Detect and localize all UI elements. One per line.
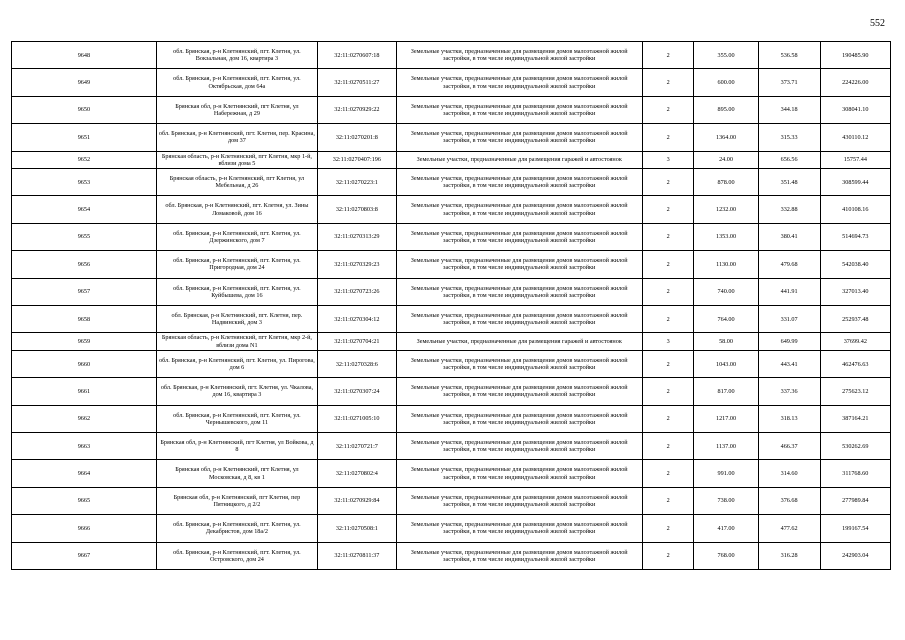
cadastral-number-cell: 32:11:0270929:22: [318, 96, 397, 123]
cadastral-value-cell: 37699.42: [820, 333, 890, 351]
cadastral-value-cell: 308041.10: [820, 96, 890, 123]
area-cell: 895.00: [694, 96, 758, 123]
address-cell: обл. Брянская, р-н Клетнянский, пгт. Клетня, ул. Декабристов, дом 18а/2: [156, 515, 317, 542]
group-cell: 2: [642, 405, 694, 432]
row-number: 9657: [12, 278, 157, 305]
cadastral-number-cell: 32:11:0270607:18: [318, 42, 397, 69]
row-number: 9649: [12, 69, 157, 96]
row-number: 9667: [12, 542, 157, 569]
area-cell: 600.00: [694, 69, 758, 96]
cadastral-value-cell: 308599.44: [820, 169, 890, 196]
row-number: 9650: [12, 96, 157, 123]
group-cell: 2: [642, 196, 694, 223]
cadastral-value-cell: 277989.84: [820, 487, 890, 514]
cadastral-number-cell: 32:11:0270721:7: [318, 433, 397, 460]
table-row: [12, 96, 891, 123]
land-use-cell: Земельные участки, предназначенные для размещения домов малоэтажной жилой застройки, в том числе индивидуальной жилой застройки: [396, 278, 642, 305]
cadastral-number-cell: 32:11:0270511:27: [318, 69, 397, 96]
cadastral-number-cell: 32:11:0271005:10: [318, 405, 397, 432]
table-row: [12, 542, 891, 569]
address-cell: обл. Брянская, р-н Клетнянский, пгт. Клетня, ул. Куйбышева, дом 16: [156, 278, 317, 305]
table-row: [12, 460, 891, 487]
specific-value-cell: 337.36: [758, 378, 820, 405]
row-number: 9655: [12, 223, 157, 250]
address-cell: Брянская обл, р-н Клетнянский, пгт Клетня, ул Набережная, д 29: [156, 96, 317, 123]
group-cell: 2: [642, 515, 694, 542]
specific-value-cell: 649.99: [758, 333, 820, 351]
table-row: [12, 42, 891, 69]
cadastral-value-cell: 514694.73: [820, 223, 890, 250]
group-cell: 2: [642, 42, 694, 69]
cadastral-number-cell: 32:11:0270328:6: [318, 350, 397, 377]
page-number: 552: [870, 18, 885, 29]
table-row: [12, 306, 891, 333]
row-number: 9665: [12, 487, 157, 514]
specific-value-cell: 315.33: [758, 124, 820, 151]
group-cell: 2: [642, 306, 694, 333]
cadastral-registry-table: [11, 41, 891, 570]
address-cell: обл. Брянская, р-н Клетнянский, пгт. Клетня, ул. Зины Ломаковой, дом 16: [156, 196, 317, 223]
land-use-cell: Земельные участки, предназначенные для размещения домов малоэтажной жилой застройки, в том числе индивидуальной жилой застройки: [396, 378, 642, 405]
cadastral-number-cell: 32:11:0270313:29: [318, 223, 397, 250]
group-cell: 2: [642, 251, 694, 278]
cadastral-value-cell: 190485.90: [820, 42, 890, 69]
area-cell: 1232.00: [694, 196, 758, 223]
area-cell: 740.00: [694, 278, 758, 305]
address-cell: обл. Брянская, р-н Клетнянский, пгт. Клетня, ул. Вокзальная, дом 16, квартира 3: [156, 42, 317, 69]
table-row: [12, 169, 891, 196]
group-cell: 2: [642, 69, 694, 96]
area-cell: 1364.00: [694, 124, 758, 151]
land-use-cell: Земельные участки, предназначенные для размещения домов малоэтажной жилой застройки, в том числе индивидуальной жилой застройки: [396, 169, 642, 196]
cadastral-value-cell: 462476.63: [820, 350, 890, 377]
table-row: [12, 223, 891, 250]
specific-value-cell: 477.62: [758, 515, 820, 542]
group-cell: 2: [642, 542, 694, 569]
address-cell: обл. Брянская, р-н Клетнянский, пгт. Клетня, пер. Надвинский, дом 3: [156, 306, 317, 333]
table-row: [12, 515, 891, 542]
cadastral-value-cell: 252937.48: [820, 306, 890, 333]
row-number: 9653: [12, 169, 157, 196]
row-number: 9663: [12, 433, 157, 460]
table-row: [12, 124, 891, 151]
cadastral-value-cell: 387164.21: [820, 405, 890, 432]
table-row: [12, 487, 891, 514]
area-cell: 878.00: [694, 169, 758, 196]
cadastral-value-cell: 311768.60: [820, 460, 890, 487]
address-cell: обл. Брянская, р-н Клетнянский, пгт. Клетня, ул. Чернышевского, дом 11: [156, 405, 317, 432]
cadastral-number-cell: 32:11:0270508:1: [318, 515, 397, 542]
group-cell: 2: [642, 124, 694, 151]
cadastral-number-cell: 32:11:0270704:21: [318, 333, 397, 351]
area-cell: 738.00: [694, 487, 758, 514]
cadastral-value-cell: 530262.69: [820, 433, 890, 460]
specific-value-cell: 376.68: [758, 487, 820, 514]
table-row: [12, 333, 891, 351]
cadastral-value-cell: 410108.16: [820, 196, 890, 223]
specific-value-cell: 318.13: [758, 405, 820, 432]
land-use-cell: Земельные участки, предназначенные для размещения домов малоэтажной жилой застройки, в том числе индивидуальной жилой застройки: [396, 515, 642, 542]
land-use-cell: Земельные участки, предназначенные для размещения домов малоэтажной жилой застройки, в том числе индивидуальной жилой застройки: [396, 306, 642, 333]
specific-value-cell: 351.48: [758, 169, 820, 196]
table-row: [12, 251, 891, 278]
specific-value-cell: 344.18: [758, 96, 820, 123]
cadastral-value-cell: 242903.04: [820, 542, 890, 569]
land-use-cell: Земельные участки, предназначенные для размещения домов малоэтажной жилой застройки, в том числе индивидуальной жилой застройки: [396, 251, 642, 278]
address-cell: обл. Брянская, р-н Клетнянский, пгт. Клетня, ул. Островского, дом 24: [156, 542, 317, 569]
specific-value-cell: 466.37: [758, 433, 820, 460]
group-cell: 2: [642, 433, 694, 460]
land-use-cell: Земельные участки, предназначенные для размещения домов малоэтажной жилой застройки, в том числе индивидуальной жилой застройки: [396, 350, 642, 377]
group-cell: 2: [642, 169, 694, 196]
cadastral-number-cell: 32:11:0270723:26: [318, 278, 397, 305]
area-cell: 1353.00: [694, 223, 758, 250]
row-number: 9656: [12, 251, 157, 278]
group-cell: 2: [642, 223, 694, 250]
area-cell: 1217.00: [694, 405, 758, 432]
land-use-cell: Земельные участки, предназначенные для размещения домов малоэтажной жилой застройки, в том числе индивидуальной жилой застройки: [396, 405, 642, 432]
cadastral-number-cell: 32:11:0270802:4: [318, 460, 397, 487]
specific-value-cell: 331.07: [758, 306, 820, 333]
address-cell: Брянская область, р-н Клетнянский, пгт Клетня, мкр 1-й, вблизи дома 5: [156, 151, 317, 169]
cadastral-number-cell: 32:11:0270329:23: [318, 251, 397, 278]
table-row: [12, 405, 891, 432]
table-row: [12, 69, 891, 96]
group-cell: 2: [642, 487, 694, 514]
specific-value-cell: 479.68: [758, 251, 820, 278]
cadastral-value-cell: 542038.40: [820, 251, 890, 278]
area-cell: 991.00: [694, 460, 758, 487]
specific-value-cell: 314.60: [758, 460, 820, 487]
land-use-cell: Земельные участки, предназначенные для размещения гаражей и автостоянок: [396, 151, 642, 169]
land-use-cell: Земельные участки, предназначенные для размещения домов малоэтажной жилой застройки, в том числе индивидуальной жилой застройки: [396, 69, 642, 96]
cadastral-number-cell: 32:11:0270201:8: [318, 124, 397, 151]
row-number: 9660: [12, 350, 157, 377]
cadastral-value-cell: 224226.00: [820, 69, 890, 96]
address-cell: Брянская обл, р-н Клетнянский, пгт Клетня, пер Пятницкого, д 2/2: [156, 487, 317, 514]
address-cell: Брянская обл, р-н Клетнянский, пгт Клетня, ул Войкова, д 8: [156, 433, 317, 460]
row-number: 9661: [12, 378, 157, 405]
cadastral-number-cell: 32:11:0270803:8: [318, 196, 397, 223]
land-use-cell: Земельные участки, предназначенные для размещения домов малоэтажной жилой застройки, в том числе индивидуальной жилой застройки: [396, 196, 642, 223]
cadastral-number-cell: 32:11:0270307:24: [318, 378, 397, 405]
address-cell: обл. Брянская, р-н Клетнянский, пгт. Клетня, ул. Дзержинского, дом 7: [156, 223, 317, 250]
land-use-cell: Земельные участки, предназначенные для размещения гаражей и автостоянок: [396, 333, 642, 351]
row-number: 9664: [12, 460, 157, 487]
group-cell: 3: [642, 333, 694, 351]
address-cell: обл. Брянская, р-н Клетнянский, пгт. Клетня, ул. Чкалова, дом 16, квартира 3: [156, 378, 317, 405]
cadastral-number-cell: 32:11:0270223:1: [318, 169, 397, 196]
land-use-cell: Земельные участки, предназначенные для размещения домов малоэтажной жилой застройки, в том числе индивидуальной жилой застройки: [396, 124, 642, 151]
table-row: [12, 278, 891, 305]
land-use-cell: Земельные участки, предназначенные для размещения домов малоэтажной жилой застройки, в том числе индивидуальной жилой застройки: [396, 460, 642, 487]
row-number: 9651: [12, 124, 157, 151]
row-number: 9658: [12, 306, 157, 333]
row-number: 9666: [12, 515, 157, 542]
area-cell: 768.00: [694, 542, 758, 569]
specific-value-cell: 536.58: [758, 42, 820, 69]
land-use-cell: Земельные участки, предназначенные для размещения домов малоэтажной жилой застройки, в том числе индивидуальной жилой застройки: [396, 96, 642, 123]
cadastral-number-cell: 32:11:0270407:196: [318, 151, 397, 169]
cadastral-value-cell: 15757.44: [820, 151, 890, 169]
area-cell: 417.00: [694, 515, 758, 542]
address-cell: обл. Брянская, р-н Клетнянский, пгт. Клетня, ул. Пригородная, дом 24: [156, 251, 317, 278]
address-cell: обл. Брянская, р-н Клетнянский, пгт. Клетня, ул. Пирогова, дом 6: [156, 350, 317, 377]
cadastral-value-cell: 199167.54: [820, 515, 890, 542]
group-cell: 2: [642, 350, 694, 377]
cadastral-number-cell: 32:11:0270811:37: [318, 542, 397, 569]
area-cell: 355.00: [694, 42, 758, 69]
area-cell: 24.00: [694, 151, 758, 169]
cadastral-number-cell: 32:11:0270304:12: [318, 306, 397, 333]
address-cell: Брянская область, р-н Клетнянский, пгт Клетня, ул Мебельная, д 26: [156, 169, 317, 196]
row-number: 9654: [12, 196, 157, 223]
table-row: [12, 196, 891, 223]
land-use-cell: Земельные участки, предназначенные для размещения домов малоэтажной жилой застройки, в том числе индивидуальной жилой застройки: [396, 42, 642, 69]
specific-value-cell: 656.56: [758, 151, 820, 169]
group-cell: 2: [642, 96, 694, 123]
table-row: [12, 378, 891, 405]
cadastral-value-cell: 275623.12: [820, 378, 890, 405]
land-use-cell: Земельные участки, предназначенные для размещения домов малоэтажной жилой застройки, в том числе индивидуальной жилой застройки: [396, 542, 642, 569]
area-cell: 1137.00: [694, 433, 758, 460]
area-cell: 817.00: [694, 378, 758, 405]
row-number: 9662: [12, 405, 157, 432]
row-number: 9659: [12, 333, 157, 351]
group-cell: 2: [642, 278, 694, 305]
address-cell: обл. Брянская, р-н Клетнянский, пгт. Клетня, пер. Красина, дом 37: [156, 124, 317, 151]
cadastral-value-cell: 327013.40: [820, 278, 890, 305]
area-cell: 764.00: [694, 306, 758, 333]
group-cell: 2: [642, 460, 694, 487]
specific-value-cell: 316.28: [758, 542, 820, 569]
land-use-cell: Земельные участки, предназначенные для размещения домов малоэтажной жилой застройки, в том числе индивидуальной жилой застройки: [396, 223, 642, 250]
specific-value-cell: 443.41: [758, 350, 820, 377]
address-cell: Брянская область, р-н Клетнянский, пгт Клетня, мкр 2-й, вблизи дома N1: [156, 333, 317, 351]
area-cell: 1130.00: [694, 251, 758, 278]
land-use-cell: Земельные участки, предназначенные для размещения домов малоэтажной жилой застройки, в том числе индивидуальной жилой застройки: [396, 433, 642, 460]
table-row: [12, 151, 891, 169]
area-cell: 58.00: [694, 333, 758, 351]
address-cell: обл. Брянская, р-н Клетнянский, пгт. Клетня, ул. Октябрьская, дом 64а: [156, 69, 317, 96]
area-cell: 1043.00: [694, 350, 758, 377]
table-row: [12, 350, 891, 377]
specific-value-cell: 380.41: [758, 223, 820, 250]
address-cell: Брянская обл, р-н Клетнянский, пгт Клетня, ул Московская, д 8, кв 1: [156, 460, 317, 487]
group-cell: 2: [642, 378, 694, 405]
table-row: [12, 433, 891, 460]
specific-value-cell: 373.71: [758, 69, 820, 96]
row-number: 9652: [12, 151, 157, 169]
specific-value-cell: 332.88: [758, 196, 820, 223]
land-use-cell: Земельные участки, предназначенные для размещения домов малоэтажной жилой застройки, в том числе индивидуальной жилой застройки: [396, 487, 642, 514]
group-cell: 3: [642, 151, 694, 169]
cadastral-value-cell: 430110.12: [820, 124, 890, 151]
row-number: 9648: [12, 42, 157, 69]
cadastral-number-cell: 32:11:0270929:84: [318, 487, 397, 514]
specific-value-cell: 441.91: [758, 278, 820, 305]
